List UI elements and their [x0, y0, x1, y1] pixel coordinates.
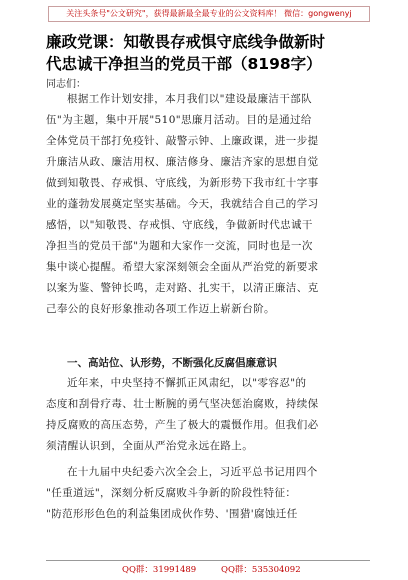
paragraph-line: 做到知敬畏、存戒惧、守底线，为新形势下我市红十字事 [46, 177, 319, 189]
section-heading-1: 一、高站位、认形势，不断强化反腐倡廉意识 [67, 357, 277, 369]
paragraph-line: 根据工作计划安排，本月我们以"建设最廉洁干部队 [67, 93, 313, 105]
paragraph-line: 态度和刮骨疗毒、壮士断腕的勇气坚决惩治腐败，持续保 [46, 398, 319, 410]
title-line-1: 廉政党课：知敬畏存戒惧守底线争做新时 [46, 33, 326, 51]
paragraph-line: 持反腐败的高压态势，产生了极大的震慑作用。但我们必 [46, 419, 319, 431]
paragraph-line: 须清醒认识到，全面从严治党永远在路上。 [46, 440, 254, 452]
paragraph-line: 净担当的党员干部"为题和大家作一交流，同时也是一次 [46, 240, 313, 252]
salutation: 同志们： [46, 79, 86, 90]
paragraph-line: 感悟，以"知敬畏、存戒惧、守底线，争做新时代忠诚干 [46, 219, 313, 231]
paragraph-1 [46, 89, 364, 320]
footer-qq-group-2: QQ群：535304092 [221, 565, 301, 575]
paragraph-line: "防范形形色色的利益集团成伙作势、'围猎'腐蚀迁任 [46, 508, 298, 520]
paragraph-line: 升廉洁从政、廉洁用权、廉洁修身、廉洁齐家的思想自觉 [46, 156, 319, 168]
paragraph-line: 全体党员干部打免疫针、敲警示钟、上廉政课，进一步提 [46, 135, 319, 147]
document-title [46, 31, 366, 75]
paragraph-line: 在十九届中央纪委六次全会上，习近平总书记用四个 [67, 466, 318, 478]
paragraph-line: 近年来，中央坚持不懈抓正风肃纪，以"零容忍"的 [67, 377, 307, 389]
paragraph-line: 伍"为主题，集中开展"510"思廉月活动。目的是通过给 [46, 114, 312, 126]
paragraph-line: 业的蓬勃发展奠定坚实基础。今天，我就结合自己的学习 [46, 198, 319, 210]
paragraph-line: 以案为鉴、警钟长鸣，走对路、扎实干，以清正廉洁、克 [46, 282, 319, 294]
paragraph-line: "任重道远"，深刻分析反腐败斗争新的阶段性特征： [46, 487, 297, 499]
paragraph-3 [46, 462, 364, 525]
paragraph-2 [46, 373, 364, 457]
paragraph-line: 集中谈心提醒。希望大家深刻领会全面从严治党的新要求 [46, 261, 319, 273]
page-footer [46, 560, 370, 575]
title-line-2: 代忠诚干净担当的党员干部（8198字） [46, 55, 322, 73]
paragraph-line: 己奉公的良好形象推动各项工作迈上崭新台阶。 [46, 303, 275, 315]
header-banner: 关注头条号"公文研究"，获得最新最全最专业的公文资料库！ 微信：gongwenyj [48, 6, 370, 22]
footer-qq-group-1: QQ群：31991489 [122, 565, 197, 575]
